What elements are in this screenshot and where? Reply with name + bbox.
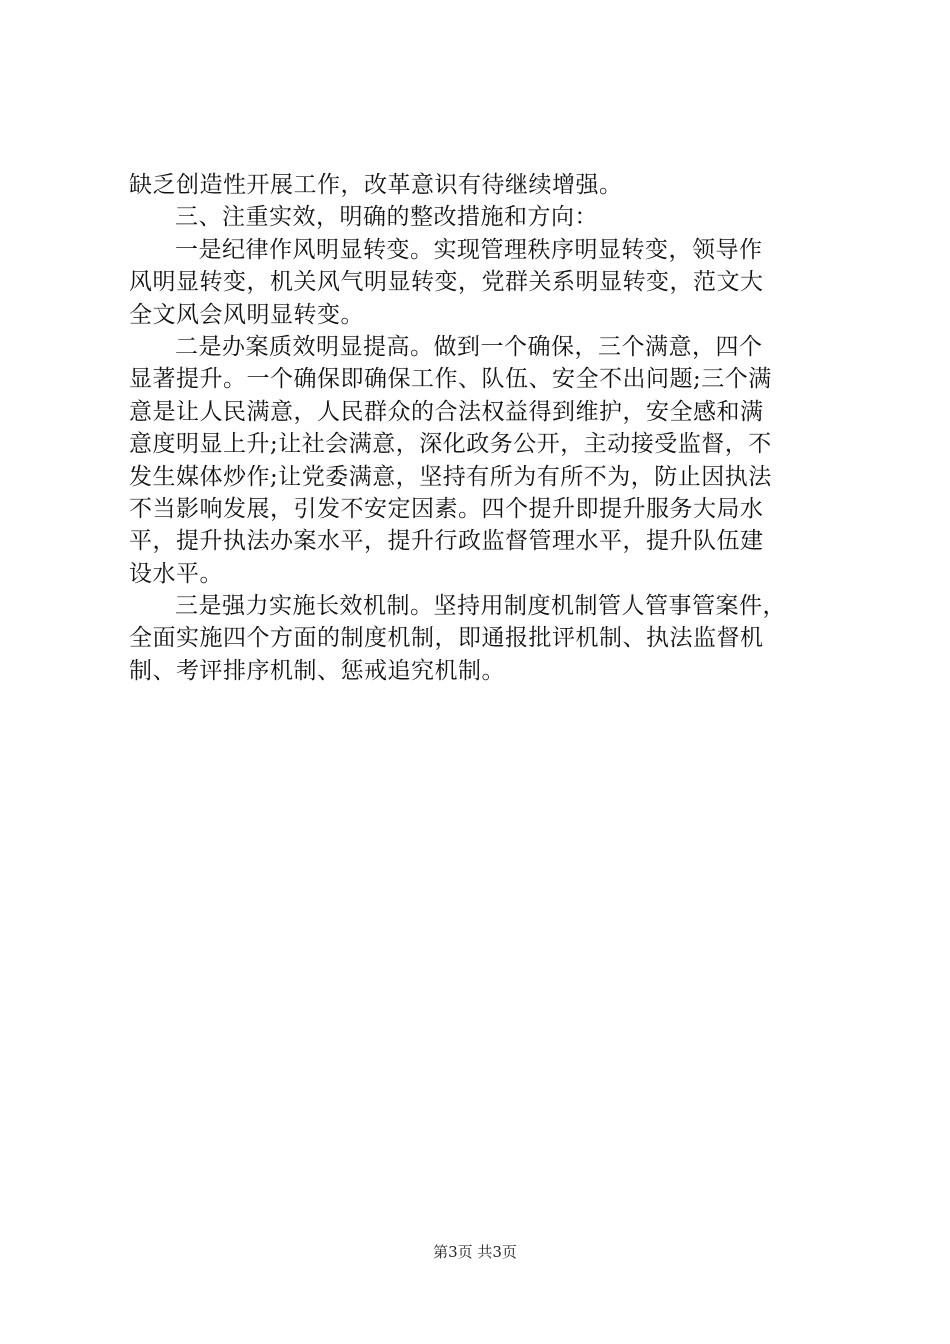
document-body bbox=[129, 169, 834, 687]
text-line: 设水平。 bbox=[129, 560, 223, 587]
paragraph-start: 一是纪律作风明显转变。实现管理秩序明显转变，领导作 bbox=[175, 236, 763, 263]
paragraph-start: 三是强力实施长效机制。坚持用制度机制管人管事管案件， bbox=[175, 593, 786, 620]
text-line: 意是让人民满意，人民群众的合法权益得到维护，安全感和满 bbox=[129, 398, 764, 425]
text-line: 不当影响发展，引发不安定因素。四个提升即提升服务大局水 bbox=[129, 495, 764, 522]
page-footer: 第3页 共3页 bbox=[433, 1243, 517, 1261]
text-line: 缺乏创造性开展工作，改革意识有待继续增强。 bbox=[129, 172, 623, 198]
text-line: 制、考评排序机制、惩戒追究机制。 bbox=[129, 657, 505, 684]
text-line: 平，提升执法办案水平，提升行政监督管理水平，提升队伍建 bbox=[129, 528, 764, 555]
text-line: 显著提升。一个确保即确保工作、队伍、安全不出问题;三个满 bbox=[129, 366, 772, 393]
paragraph-start: 二是办案质效明显提高。做到一个确保，三个满意，四个 bbox=[175, 333, 763, 360]
text-line: 风明显转变，机关风气明显转变，党群关系明显转变，范文大 bbox=[129, 269, 764, 296]
section-heading: 三、注重实效，明确的整改措施和方向： bbox=[175, 204, 598, 231]
text-line: 发生媒体炒作;让党委满意，坚持有所为有所不为，防止因执法 bbox=[129, 463, 772, 490]
text-line: 意度明显上升;让社会满意，深化政务公开，主动接受监督，不 bbox=[129, 431, 772, 458]
text-line: 全文风会风明显转变。 bbox=[129, 301, 364, 328]
text-line: 全面实施四个方面的制度机制，即通报批评机制、执法监督机 bbox=[129, 625, 764, 652]
